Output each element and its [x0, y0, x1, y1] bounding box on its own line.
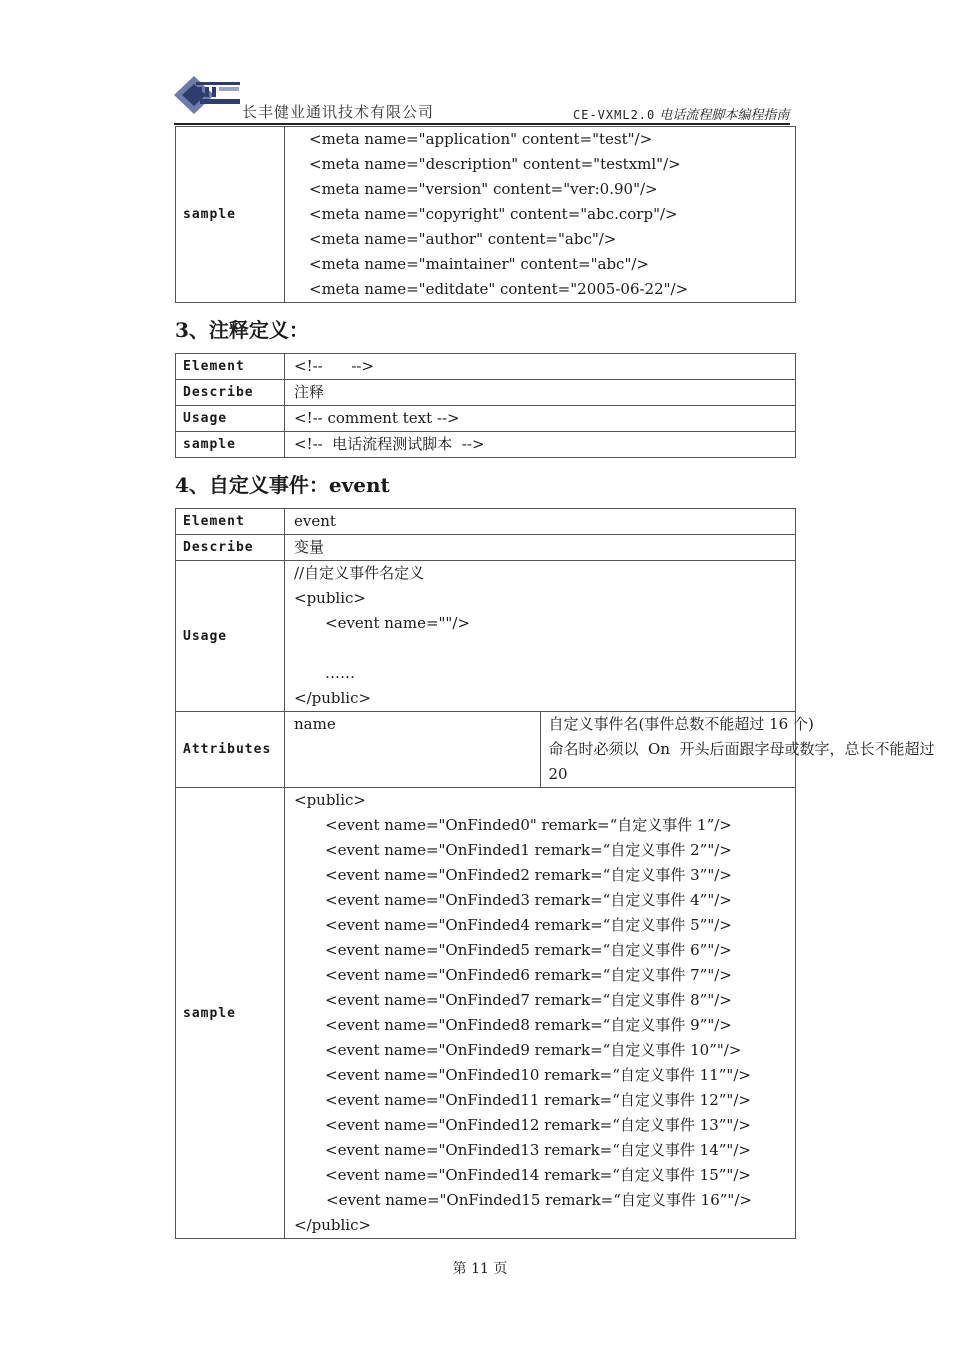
attr-desc-line: 命名时必须以 On 开头后面跟字母或数字，总长不能超过 — [548, 740, 935, 758]
sample-line: <event name="OnFinded0" remark=“自定义事件 1”/> — [325, 816, 732, 834]
sample-close: </public> — [294, 1216, 372, 1234]
meta-line: <meta name="maintainer" content="abc"/> — [309, 255, 649, 273]
attr-desc-line: 20 — [548, 765, 568, 783]
sample-line: <event name="OnFinded7 remark=“自定义事件 8”"/> — [325, 991, 732, 1009]
event-table — [175, 508, 935, 1239]
meta-line: <meta name="editdate" content="2005-06-22"/> — [309, 280, 689, 298]
document-code: CE-VXML2.0 — [573, 108, 656, 122]
section-3-title: 3、注释定义： — [175, 318, 309, 342]
sample-line: <event name="OnFinded10 remark=“自定义事件 11”"/> — [325, 1066, 751, 1084]
meta-line: <meta name="application" content="test"/> — [309, 130, 653, 148]
element-value: event — [285, 509, 796, 535]
row-key: Usage — [176, 406, 285, 432]
row-key: Element — [176, 354, 285, 380]
meta-line: <meta name="copyright" content="abc.corp"/> — [309, 205, 678, 223]
attributes-key: Attributes — [176, 712, 285, 788]
sample-open: <public> — [294, 791, 366, 809]
row-value: <!-- comment text --> — [285, 406, 796, 432]
usage-line: </public> — [294, 689, 372, 707]
meta-sample-key: sample — [176, 127, 285, 303]
describe-value: 变量 — [285, 535, 796, 561]
meta-line: <meta name="version" content="ver:0.90"/> — [309, 180, 658, 198]
company-name: 长丰健业通讯技术有限公司 — [242, 103, 435, 121]
attr-name: name — [294, 715, 336, 733]
sample-line: <event name="OnFinded5 remark=“自定义事件 6”"/> — [325, 941, 732, 959]
document-title-text: 电话流程脚本编程指南 — [659, 108, 790, 123]
usage-line: //自定义事件名定义 — [294, 564, 425, 582]
usage-line — [294, 636, 795, 661]
header-rule — [174, 123, 790, 125]
row-value: <!-- 电话流程测试脚本 --> — [285, 432, 796, 458]
sample-line: <event name="OnFinded13 remark=“自定义事件 14”"/> — [325, 1141, 751, 1159]
section-4-title: 4、自定义事件：event — [175, 473, 390, 497]
usage-line: <event name=""/> — [325, 614, 470, 632]
sample-line: <event name="OnFinded15 remark=“自定义事件 16”"/> — [326, 1191, 752, 1209]
meta-line: <meta name="description" content="testxml"/> — [309, 155, 681, 173]
usage-key: Usage — [176, 561, 285, 712]
sample-key: sample — [176, 788, 285, 1239]
row-value: 注释 — [285, 380, 796, 406]
sample-line: <event name="OnFinded11 remark=“自定义事件 12”"/> — [325, 1091, 751, 1109]
sample-line: <event name="OnFinded1 remark=“自定义事件 2”"/> — [325, 841, 732, 859]
document-title — [573, 104, 789, 123]
meta-sample-table — [175, 126, 796, 303]
describe-key: Describe — [176, 535, 285, 561]
row-key: Describe — [176, 380, 285, 406]
sample-line: <event name="OnFinded2 remark=“自定义事件 3”"/> — [325, 866, 732, 884]
sample-line: <event name="OnFinded3 remark=“自定义事件 4”"/> — [325, 891, 732, 909]
sample-line: <event name="OnFinded6 remark=“自定义事件 7”"/> — [325, 966, 732, 984]
sample-line: <event name="OnFinded4 remark=“自定义事件 5”"/> — [325, 916, 732, 934]
comment-table — [175, 353, 796, 458]
usage-line: …… — [325, 664, 355, 682]
usage-line: <public> — [294, 589, 366, 607]
company-logo — [172, 70, 250, 120]
attr-desc-line: 自定义事件名(事件总数不能超过 16 个) — [548, 715, 814, 733]
sample-line: <event name="OnFinded8 remark=“自定义事件 9”"/> — [325, 1016, 732, 1034]
row-value: <!-- --> — [285, 354, 796, 380]
sample-line: <event name="OnFinded9 remark=“自定义事件 10”"/> — [325, 1041, 742, 1059]
page-number: 第 11 页 — [452, 1261, 508, 1277]
sample-line: <event name="OnFinded12 remark=“自定义事件 13”"/> — [325, 1116, 751, 1134]
row-key: sample — [176, 432, 285, 458]
meta-line: <meta name="author" content="abc"/> — [309, 230, 617, 248]
element-key: Element — [176, 509, 285, 535]
sample-line: <event name="OnFinded14 remark=“自定义事件 15”"/> — [325, 1166, 751, 1184]
